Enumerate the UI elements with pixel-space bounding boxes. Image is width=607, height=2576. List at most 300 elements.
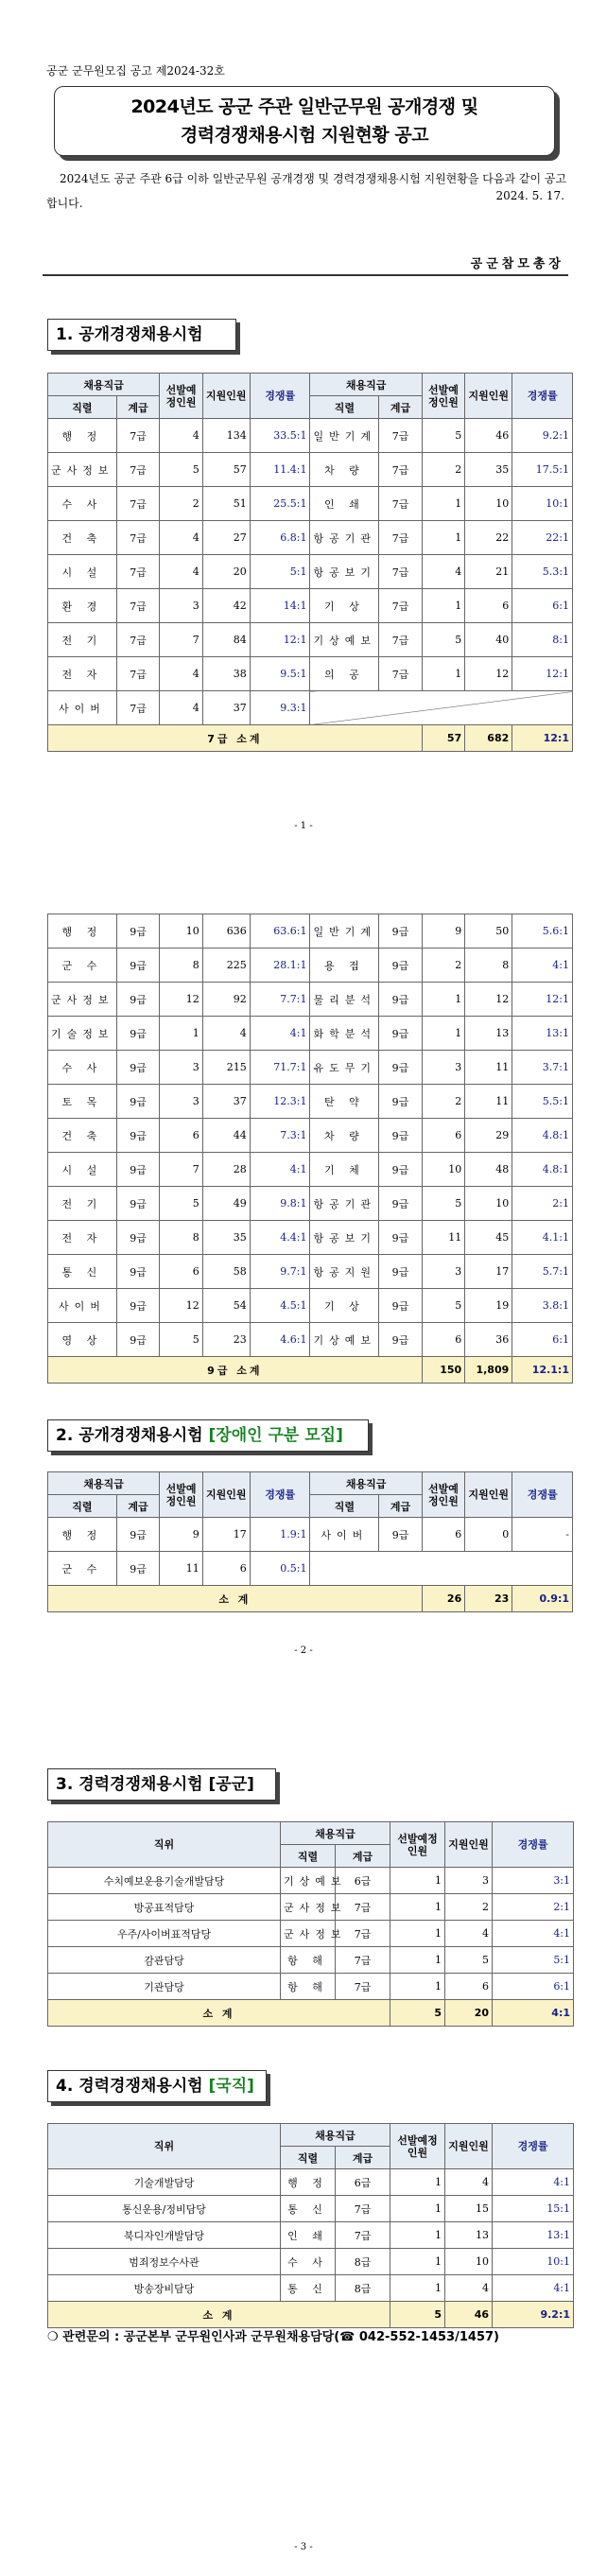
cell-grade: 7급 (336, 2222, 390, 2249)
table-row (48, 914, 573, 949)
col-recruit: 채용직급 (48, 1472, 160, 1495)
cell-ratio: 4.1:1 (512, 1221, 573, 1255)
cell-applicants: 23 (202, 1323, 250, 1357)
table-row (48, 2222, 574, 2249)
cell-planned: 11 (422, 1221, 464, 1255)
cell-ratio: 12.3:1 (250, 1085, 310, 1119)
cell-grade: 9급 (116, 1153, 159, 1187)
cell-job: 행 정 (48, 914, 117, 949)
cell-ratio: 14:1 (250, 589, 310, 623)
table-row (48, 2169, 574, 2196)
cell-grade: 9급 (116, 1187, 159, 1221)
cell-ratio: 9.3:1 (250, 691, 310, 725)
cell-planned: 1 (390, 1921, 445, 1947)
table-disabled (47, 1471, 573, 1612)
cell-grade: 9급 (379, 1289, 422, 1323)
cell-applicants: 58 (202, 1255, 250, 1289)
cell-duty: 방송장비담당 (48, 2275, 281, 2302)
cell-ratio: 12:1 (512, 657, 573, 691)
cell-planned: 1 (422, 487, 464, 521)
cell-job: 기상예보 (310, 1323, 379, 1357)
cell-job: 전 기 (48, 1187, 117, 1221)
cell-ratio: 4.6:1 (250, 1323, 310, 1357)
cell-job: 유도무기 (310, 1051, 379, 1085)
col-applicants: 지원인원 (445, 1822, 493, 1868)
cell-grade: 9급 (379, 983, 422, 1017)
cell-ratio: 71.7:1 (250, 1051, 310, 1085)
cell-job: 사이버 (310, 1518, 379, 1552)
cell-ratio: 4:1 (250, 1153, 310, 1187)
cell-applicants: 48 (465, 1153, 512, 1187)
cell-planned: 6 (160, 1255, 202, 1289)
cell-ratio: 12:1 (512, 983, 573, 1017)
cell-job: 탄 약 (310, 1085, 379, 1119)
cell-duty: 북디자인개발담당 (48, 2222, 281, 2249)
cell-planned: 8 (160, 1221, 202, 1255)
cell-applicants: 11 (465, 1051, 512, 1085)
cell-ratio: 6.8:1 (250, 521, 310, 555)
cell-ratio: 9.2:1 (512, 419, 573, 453)
cell-planned: 1 (160, 1017, 202, 1051)
cell-ratio: 63.6:1 (250, 914, 310, 949)
cell-grade: 9급 (116, 1085, 159, 1119)
cell-planned: 2 (422, 1085, 464, 1119)
cell-planned: 12 (160, 1289, 202, 1323)
cell-job: 통 신 (281, 2196, 336, 2222)
col-applicants: 지원인원 (465, 374, 512, 419)
col-job: 직렬 (48, 1495, 117, 1518)
cell-planned: 5 (160, 1323, 202, 1357)
cell-job: 기술정보 (48, 1017, 117, 1051)
cell-applicants: 35 (202, 1221, 250, 1255)
cell-grade: 9급 (116, 1552, 160, 1586)
cell-grade: 8급 (336, 2275, 390, 2302)
cell-planned: 4 (422, 555, 464, 589)
notice-number: 공군 군무원모집 공고 제2024-32호 (46, 64, 225, 78)
subtotal-applicants: 1,809 (465, 1357, 512, 1384)
cell-job: 통 신 (48, 1255, 117, 1289)
cell-job: 기상예보 (281, 1868, 336, 1894)
subtotal-planned: 150 (422, 1357, 464, 1384)
cell-grade: 9급 (379, 1187, 422, 1221)
cell-job: 군사정보 (48, 983, 117, 1017)
cell-ratio: 8:1 (512, 623, 573, 657)
cell-applicants: 29 (465, 1119, 512, 1153)
table-row (48, 555, 573, 589)
cell-ratio: 5:1 (493, 1947, 574, 1974)
table-row (48, 1289, 573, 1323)
cell-ratio: 3.8:1 (512, 1289, 573, 1323)
table-row (48, 657, 573, 691)
cell-ratio: 6:1 (493, 1974, 574, 2000)
cell-ratio: 4.8:1 (512, 1153, 573, 1187)
contact-info: ❍ 관련문의 : 공군본부 군무원인사과 군무원채용담당(☎ 042-552-1453/1457) (47, 2330, 499, 2344)
cell-duty: 기술개발담당 (48, 2169, 281, 2196)
subtotal-ratio: 4:1 (493, 2000, 574, 2027)
cell-planned: 8 (160, 949, 202, 983)
table-row (48, 1153, 573, 1187)
col-ratio: 경쟁률 (493, 2124, 574, 2169)
cell-planned: 11 (160, 1552, 202, 1586)
cell-applicants: 27 (202, 521, 250, 555)
cell-ratio: 1.9:1 (250, 1518, 310, 1552)
cell-planned: 1 (390, 2196, 445, 2222)
col-duty: 직위 (48, 1822, 281, 1868)
cell-job: 일반기계 (310, 914, 379, 949)
cell-applicants: 38 (202, 657, 250, 691)
cell-job: 항공보기 (310, 1221, 379, 1255)
cell-applicants: 0 (465, 1518, 512, 1552)
cell-ratio: 2:1 (493, 1894, 574, 1921)
cell-grade: 9급 (379, 1255, 422, 1289)
cell-applicants: 17 (202, 1518, 250, 1552)
subtotal-applicants: 23 (465, 1586, 512, 1612)
table-row (48, 1187, 573, 1221)
table-row (48, 453, 573, 487)
subtotal-applicants: 20 (445, 2000, 493, 2027)
cell-ratio: 4:1 (512, 949, 573, 983)
cell-applicants: 2 (445, 1894, 493, 1921)
cell-grade: 7급 (116, 691, 160, 725)
table-grade9 (47, 914, 573, 1384)
cell-applicants: 636 (202, 914, 250, 949)
cell-grade: 9급 (379, 1051, 422, 1085)
cell-applicants: 19 (465, 1289, 512, 1323)
cell-ratio: 7.3:1 (250, 1119, 310, 1153)
cell-ratio: 9.7:1 (250, 1255, 310, 1289)
col-planned: 선발예정인원 (422, 374, 464, 419)
cell-applicants: 15 (445, 2196, 493, 2222)
cell-planned: 12 (160, 983, 202, 1017)
cell-planned: 7 (160, 1153, 202, 1187)
cell-ratio: 3:1 (493, 1868, 574, 1894)
cell-applicants: 92 (202, 983, 250, 1017)
cell-applicants: 45 (465, 1221, 512, 1255)
cell-ratio: 5.6:1 (512, 914, 573, 949)
cell-grade: 7급 (379, 623, 423, 657)
table-career-airforce (47, 1821, 574, 2027)
subtotal-ratio: 12.1:1 (512, 1357, 573, 1384)
cell-job: 용 접 (310, 949, 379, 983)
table-row (48, 1947, 574, 1974)
cell-job: 항공기관 (310, 1187, 379, 1221)
cell-job: 군사정보 (281, 1894, 336, 1921)
col-planned: 선발예정인원 (390, 2124, 445, 2169)
cell-applicants: 40 (465, 623, 512, 657)
cell-grade: 7급 (116, 589, 160, 623)
col-applicants: 지원인원 (465, 1472, 512, 1518)
table-row (48, 983, 573, 1017)
cell-grade: 7급 (336, 1921, 390, 1947)
cell-grade: 7급 (116, 419, 160, 453)
cell-applicants: 20 (202, 555, 250, 589)
subtotal-row (48, 1586, 573, 1612)
cell-planned: 3 (160, 589, 202, 623)
cell-grade: 7급 (379, 657, 423, 691)
col-ratio: 경쟁률 (250, 374, 310, 419)
cell-planned: 6 (422, 1119, 464, 1153)
cell-planned: 4 (160, 419, 202, 453)
subtotal-label: 7급 소계 (48, 725, 423, 752)
table-row (48, 949, 573, 983)
cell-grade: 9급 (379, 1323, 422, 1357)
notice-date: 2024. 5. 17. (495, 189, 564, 202)
col-duty: 직위 (48, 2124, 281, 2169)
cell-applicants: 5 (445, 1947, 493, 1974)
col-planned: 선발예정인원 (422, 1472, 464, 1518)
table-row (48, 1921, 574, 1947)
table-row (48, 2275, 574, 2302)
cell-grade: 8급 (336, 2249, 390, 2275)
table-row (48, 1017, 573, 1051)
cell-ratio: 10:1 (512, 487, 573, 521)
cell-grade: 9급 (379, 914, 422, 949)
cell-job: 전 기 (48, 623, 117, 657)
cell-job: 행 정 (48, 1518, 117, 1552)
cell-applicants: 13 (445, 2222, 493, 2249)
subtotal-label: 소 계 (48, 2000, 390, 2027)
cell-applicants: 42 (202, 589, 250, 623)
cell-grade: 7급 (379, 487, 423, 521)
cell-grade: 6급 (336, 1868, 390, 1894)
cell-job: 수 사 (48, 1051, 117, 1085)
cell-job: 환 경 (48, 589, 117, 623)
cell-planned: 4 (160, 521, 202, 555)
cell-ratio: 15:1 (493, 2196, 574, 2222)
cell-planned: 1 (422, 521, 464, 555)
table-row (48, 691, 573, 725)
cell-job: 행 정 (48, 419, 117, 453)
col-planned: 선발예정인원 (160, 374, 202, 419)
subtotal-ratio: 0.9:1 (512, 1586, 573, 1612)
cell-applicants: 215 (202, 1051, 250, 1085)
subtotal-row (48, 725, 573, 752)
title-box (54, 86, 555, 156)
cell-applicants: 3 (445, 1868, 493, 1894)
col-grade: 계급 (379, 396, 423, 419)
cell-job: 차 량 (310, 1119, 379, 1153)
cell-applicants: 13 (465, 1017, 512, 1051)
cell-applicants: 6 (465, 589, 512, 623)
cell-planned: 6 (160, 1119, 202, 1153)
cell-grade: 9급 (116, 949, 159, 983)
cell-planned: 1 (390, 1947, 445, 1974)
cell-applicants: 10 (465, 487, 512, 521)
table-row (48, 1051, 573, 1085)
cell-planned: 5 (422, 1289, 464, 1323)
table-row (48, 1974, 574, 2000)
cell-job: 통 신 (281, 2275, 336, 2302)
cell-grade: 7급 (336, 2196, 390, 2222)
cell-grade: 9급 (379, 1518, 423, 1552)
cell-grade: 7급 (116, 453, 160, 487)
table-row (48, 1085, 573, 1119)
cell-duty: 범죄정보수사관 (48, 2249, 281, 2275)
table-row (48, 521, 573, 555)
cell-grade: 7급 (116, 521, 160, 555)
cell-applicants: 50 (465, 914, 512, 949)
cell-applicants: 6 (202, 1552, 250, 1586)
cell-grade: 7급 (379, 419, 423, 453)
cell-grade: 9급 (379, 1153, 422, 1187)
cell-job: 건 축 (48, 521, 117, 555)
col-applicants: 지원인원 (445, 2124, 493, 2169)
subtotal-applicants: 682 (465, 725, 512, 752)
cell-ratio: 5.3:1 (512, 555, 573, 589)
cell-grade: 7급 (116, 487, 160, 521)
subtotal-label: 9급 소계 (48, 1357, 423, 1384)
subtotal-label: 소 계 (48, 2302, 390, 2328)
cell-ratio: 5:1 (250, 555, 310, 589)
cell-job: 시 설 (48, 555, 117, 589)
cell-planned: 3 (422, 1051, 464, 1085)
col-ratio: 경쟁률 (512, 1472, 573, 1518)
cell-job: 기 상 (310, 589, 379, 623)
cell-ratio: 6:1 (512, 1323, 573, 1357)
table-row (48, 589, 573, 623)
cell-grade: 9급 (116, 1323, 159, 1357)
cell-grade: 9급 (116, 983, 159, 1017)
cell-planned: 1 (390, 1974, 445, 2000)
col-job: 직렬 (310, 396, 379, 419)
cell-job: 항공지원 (310, 1255, 379, 1289)
cell-job: 수 사 (281, 2249, 336, 2275)
cell-grade: 9급 (116, 1289, 159, 1323)
table-row (48, 1221, 573, 1255)
table-career-mnd (47, 2123, 574, 2328)
cell-grade: 7급 (379, 453, 423, 487)
cell-applicants: 21 (465, 555, 512, 589)
subtotal-row (48, 2302, 574, 2328)
cell-ratio: 13:1 (512, 1017, 573, 1051)
cell-planned: 1 (390, 2222, 445, 2249)
cell-applicants: 4 (445, 2169, 493, 2196)
cell-ratio: 4.5:1 (250, 1289, 310, 1323)
cell-applicants: 46 (465, 419, 512, 453)
cell-job: 행 정 (281, 2169, 336, 2196)
section3-heading: 3. 경력경쟁채용시험 [공군] (47, 1768, 276, 1801)
subtotal-planned: 5 (390, 2302, 445, 2328)
cell-ratio: 4:1 (493, 1921, 574, 1947)
cell-ratio: 28.1:1 (250, 949, 310, 983)
cell-planned: 10 (160, 914, 202, 949)
table-row (48, 1255, 573, 1289)
issuer: 공군참모총장 (470, 257, 564, 271)
cell-grade: 7급 (116, 657, 160, 691)
col-planned: 선발예정인원 (390, 1822, 445, 1868)
subtotal-planned: 26 (422, 1586, 464, 1612)
cell-job: 기상예보 (310, 623, 379, 657)
cell-ratio: 9.8:1 (250, 1187, 310, 1221)
cell-planned: 6 (422, 1323, 464, 1357)
cell-ratio: 22:1 (512, 521, 573, 555)
title-line-2: 경력경쟁채용시험 지원현황 공고 (180, 125, 429, 146)
cell-applicants: 28 (202, 1153, 250, 1187)
cell-job: 사이버 (48, 1289, 117, 1323)
cell-planned: 5 (160, 1187, 202, 1221)
cell-job: 항공보기 (310, 555, 379, 589)
col-job: 직렬 (310, 1495, 379, 1518)
cell-job: 전 자 (48, 657, 117, 691)
subtotal-row (48, 2000, 574, 2027)
cell-job: 시 설 (48, 1153, 117, 1187)
cell-ratio: 4.8:1 (512, 1119, 573, 1153)
cell-ratio: 0.5:1 (250, 1552, 310, 1586)
table-row (48, 623, 573, 657)
cell-job: 항 해 (281, 1974, 336, 2000)
table-row (48, 1552, 573, 1586)
cell-planned: 5 (422, 419, 464, 453)
col-grade: 계급 (379, 1495, 423, 1518)
title-line-1: 2024년도 공군 주관 일반군무원 공개경쟁 및 (130, 96, 478, 117)
cell-planned: 1 (390, 2275, 445, 2302)
subtotal-planned: 5 (390, 2000, 445, 2027)
cell-grade: 9급 (116, 1051, 159, 1085)
cell-grade: 9급 (379, 1221, 422, 1255)
cell-grade: 7급 (116, 555, 160, 589)
col-ratio: 경쟁률 (493, 1822, 574, 1868)
cell-job: 인 쇄 (281, 2222, 336, 2249)
cell-job: 수 사 (48, 487, 117, 521)
subtotal-ratio: 9.2:1 (493, 2302, 574, 2328)
col-grade: 계급 (116, 396, 160, 419)
cell-applicants: 49 (202, 1187, 250, 1221)
subtotal-row (48, 1357, 573, 1384)
cell-ratio: 5.5:1 (512, 1085, 573, 1119)
col-job: 직렬 (281, 1845, 336, 1868)
col-recruit: 채용직급 (281, 2124, 390, 2147)
cell-planned: 4 (160, 657, 202, 691)
cell-applicants: 37 (202, 691, 250, 725)
cell-planned: 4 (160, 691, 202, 725)
table-row (48, 419, 573, 453)
col-applicants: 지원인원 (202, 374, 250, 419)
cell-job: 물리분석 (310, 983, 379, 1017)
cell-grade: 7급 (336, 1894, 390, 1921)
cell-applicants: 4 (202, 1017, 250, 1051)
cell-applicants: 54 (202, 1289, 250, 1323)
cell-ratio: 4.4:1 (250, 1221, 310, 1255)
cell-grade: 9급 (116, 1017, 159, 1051)
subtotal-ratio: 12:1 (512, 725, 573, 752)
cell-planned: 1 (390, 1868, 445, 1894)
cell-applicants: 134 (202, 419, 250, 453)
cell-grade: 9급 (116, 1255, 159, 1289)
cell-grade: 9급 (116, 914, 159, 949)
cell-grade: 9급 (116, 1518, 160, 1552)
table-row (48, 2196, 574, 2222)
cell-ratio: 10:1 (493, 2249, 574, 2275)
cell-ratio: 7.7:1 (250, 983, 310, 1017)
cell-planned: 6 (422, 1518, 464, 1552)
cell-job: 군 수 (48, 949, 117, 983)
cell-planned: 4 (160, 555, 202, 589)
cell-applicants: 4 (445, 1921, 493, 1947)
cell-job: 사이버 (48, 691, 117, 725)
cell-ratio: 25.5:1 (250, 487, 310, 521)
cell-ratio: 6:1 (512, 589, 573, 623)
cell-job: 건 축 (48, 1119, 117, 1153)
col-planned: 선발예정인원 (160, 1472, 202, 1518)
col-grade: 계급 (336, 2147, 390, 2169)
cell-planned: 1 (390, 1894, 445, 1921)
cell-job: 기 체 (310, 1153, 379, 1187)
cell-job: 군 수 (48, 1552, 117, 1586)
cell-ratio: 33.5:1 (250, 419, 310, 453)
cell-ratio: 11.4:1 (250, 453, 310, 487)
cell-planned: 3 (160, 1085, 202, 1119)
cell-job: 일반기계 (310, 419, 379, 453)
